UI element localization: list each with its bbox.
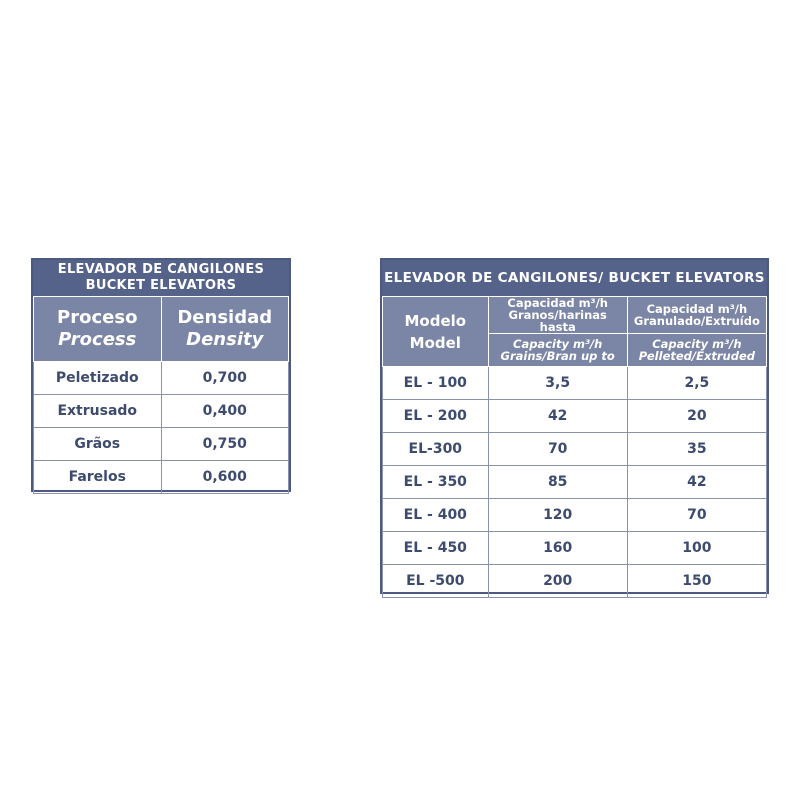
- capacity-table-title: ELEVADOR DE CANGILONES/ BUCKET ELEVATORS: [382, 260, 767, 296]
- process-cell: Grãos: [34, 428, 162, 461]
- density-table: [31, 258, 291, 492]
- grains-capacity-cell: 85: [488, 466, 627, 499]
- pelleted-capacity-header-es: [627, 297, 766, 334]
- pelleted-capacity-cell: 150: [627, 565, 766, 598]
- pelleted-capacity-cell: 70: [627, 499, 766, 532]
- capacity-table-grid: [382, 296, 767, 598]
- process-header-es: Proceso: [57, 307, 138, 328]
- process-header-en: Process: [58, 329, 137, 350]
- grains-header-es-line2: Granos/harinas hasta: [508, 308, 607, 334]
- pelleted-capacity-cell: 20: [627, 400, 766, 433]
- table-row: [383, 367, 767, 400]
- density-cell: 0,400: [161, 395, 289, 428]
- process-cell: Extrusado: [34, 395, 162, 428]
- grains-header-es-line1: Capacidad m³/h: [507, 296, 608, 310]
- grains-capacity-cell: 70: [488, 433, 627, 466]
- model-header-es: Modelo: [404, 311, 467, 330]
- density-header-en: Density: [186, 329, 264, 350]
- density-table-title-line2: BUCKET ELEVATORS: [85, 278, 237, 293]
- table-row: [34, 461, 289, 494]
- grains-header-en-line2: Grains/Bran up to: [500, 349, 615, 363]
- model-cell: EL-300: [383, 433, 489, 466]
- pelleted-capacity-cell: 100: [627, 532, 766, 565]
- grains-capacity-cell: 160: [488, 532, 627, 565]
- pelleted-header-en-line1: Capacity m³/h: [652, 337, 742, 351]
- capacity-table-header-row: [383, 297, 767, 334]
- model-column-header: [383, 297, 489, 367]
- table-row: [383, 466, 767, 499]
- pelleted-header-es-line1: Capacidad m³/h: [646, 302, 748, 316]
- pelleted-header-en-line2: Pelleted/Extruded: [638, 349, 755, 363]
- table-row: [34, 428, 289, 461]
- table-row: [383, 400, 767, 433]
- pelleted-capacity-cell: 2,5: [627, 367, 766, 400]
- density-table-header-row: [34, 297, 289, 362]
- model-cell: EL - 350: [383, 466, 489, 499]
- capacity-table: [380, 258, 769, 594]
- grains-header-en-line1: Capacity m³/h: [513, 337, 603, 351]
- table-row: [383, 565, 767, 598]
- model-cell: EL - 200: [383, 400, 489, 433]
- table-row: [34, 362, 289, 395]
- grains-capacity-cell: 3,5: [488, 367, 627, 400]
- process-cell: Farelos: [34, 461, 162, 494]
- pelleted-capacity-cell: 42: [627, 466, 766, 499]
- grains-capacity-header-en: [488, 334, 627, 367]
- density-column-header: [161, 297, 289, 362]
- process-cell: Peletizado: [34, 362, 162, 395]
- density-table-title-line1: ELEVADOR DE CANGILONES: [57, 262, 265, 277]
- table-row: [34, 395, 289, 428]
- density-header-es: Densidad: [177, 307, 273, 328]
- grains-capacity-cell: 42: [488, 400, 627, 433]
- density-table-grid: [33, 296, 289, 494]
- pelleted-capacity-cell: 35: [627, 433, 766, 466]
- process-column-header: [34, 297, 162, 362]
- density-cell: 0,700: [161, 362, 289, 395]
- density-table-title: [33, 260, 289, 296]
- grains-capacity-header-es: [488, 297, 627, 334]
- table-row: [383, 499, 767, 532]
- grains-capacity-cell: 200: [488, 565, 627, 598]
- pelleted-header-es-line2: Granulado/Extruído: [633, 314, 760, 328]
- density-cell: 0,750: [161, 428, 289, 461]
- density-cell: 0,600: [161, 461, 289, 494]
- model-cell: EL - 400: [383, 499, 489, 532]
- table-row: [383, 433, 767, 466]
- pelleted-capacity-header-en: [627, 334, 766, 367]
- model-header-en: Model: [409, 333, 461, 352]
- model-cell: EL - 450: [383, 532, 489, 565]
- table-row: [383, 532, 767, 565]
- model-cell: EL -500: [383, 565, 489, 598]
- model-cell: EL - 100: [383, 367, 489, 400]
- grains-capacity-cell: 120: [488, 499, 627, 532]
